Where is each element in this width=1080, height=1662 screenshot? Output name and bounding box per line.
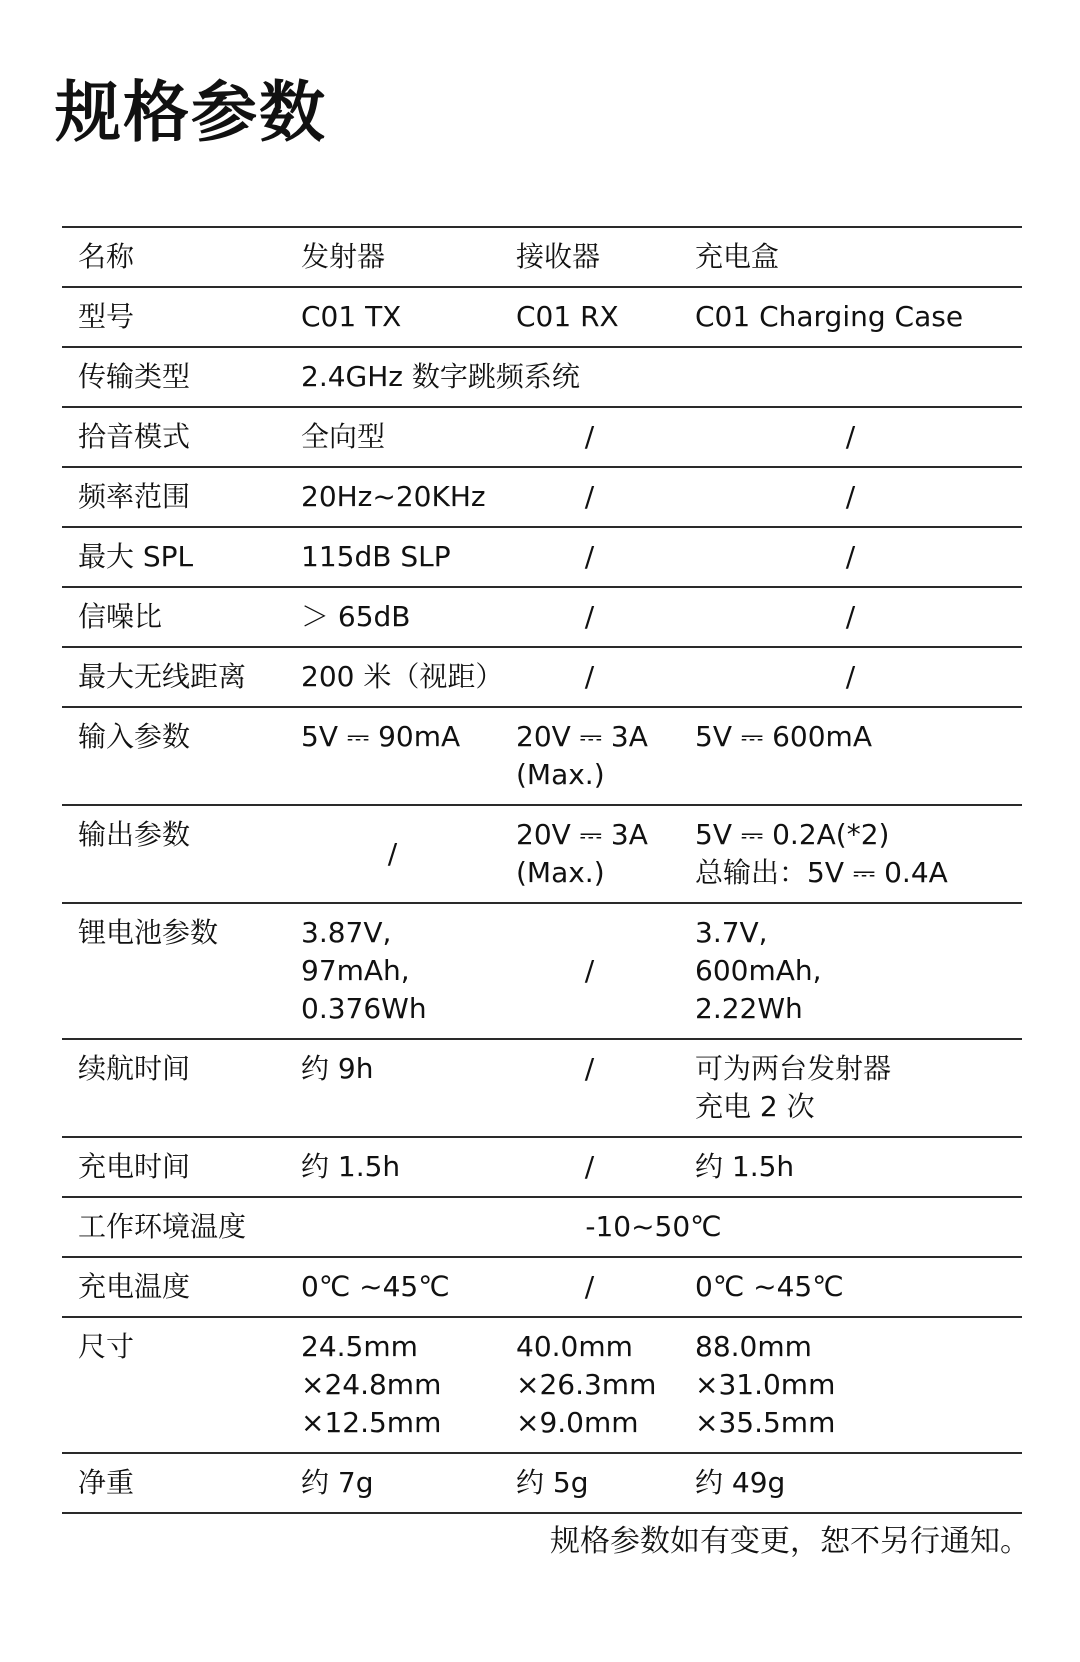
cell-line: 3.87V, — [301, 916, 392, 949]
row-label: 输出参数 — [78, 818, 191, 851]
cell-line: 5V ⎓ 0.2A(*2) — [695, 818, 890, 851]
table-row — [62, 1137, 1022, 1197]
cell-tx: 约 1.5h — [301, 1150, 401, 1183]
cell-case: / — [845, 600, 856, 633]
cell-line: (Max.) — [516, 856, 605, 889]
cell-tx: C01 TX — [301, 300, 402, 333]
cell-tx: 发射器 — [301, 240, 386, 273]
row-label: 频率范围 — [78, 480, 191, 513]
cell-line: 40.0mm — [516, 1330, 633, 1363]
table-row — [62, 287, 1022, 347]
row-label: 充电温度 — [78, 1270, 191, 1303]
cell-tx: 200 米（视距） — [301, 660, 504, 693]
cell-case: 约 49g — [695, 1466, 786, 1499]
table-row — [62, 227, 1022, 287]
cell-rx: / — [584, 1150, 595, 1183]
spec-table — [62, 226, 1022, 1514]
cell-tx: 0℃ ~45℃ — [301, 1270, 450, 1303]
table-row — [62, 647, 1022, 707]
cell-line: 总输出：5V ⎓ 0.4A — [695, 856, 948, 889]
cell-line: 2.22Wh — [695, 992, 803, 1025]
cell-rx: / — [584, 540, 595, 573]
cell-line: 0.376Wh — [301, 992, 427, 1025]
table-row — [62, 347, 1022, 407]
cell-case — [679, 1039, 1022, 1137]
cell-line: 充电 2 次 — [695, 1090, 815, 1123]
row-label: 型号 — [78, 300, 135, 333]
footer-note: 规格参数如有变更，恕不另行通知。 — [550, 1524, 1030, 1559]
table-row — [62, 1039, 1022, 1137]
cell-line: 20V ⎓ 3A — [516, 720, 648, 753]
cell-tx: 约 7g — [301, 1466, 374, 1499]
table-row — [62, 1197, 1022, 1257]
table-row — [62, 1453, 1022, 1513]
table-row — [62, 407, 1022, 467]
cell-case: / — [845, 420, 856, 453]
cell-all: -10~50℃ — [585, 1210, 722, 1243]
cell-tx: ＞ 65dB — [301, 600, 411, 633]
cell-rx: 约 5g — [516, 1466, 589, 1499]
cell-all: 2.4GHz 数字跳频系统 — [301, 360, 580, 393]
cell-line: 可为两台发射器 — [695, 1052, 892, 1085]
row-label: 最大 SPL — [78, 540, 194, 573]
cell-tx: 20Hz~20KHz — [301, 480, 486, 513]
cell-rx: / — [584, 600, 595, 633]
row-label: 拾音模式 — [78, 420, 191, 453]
cell-line: ×24.8mm — [301, 1368, 442, 1401]
row-label: 锂电池参数 — [78, 916, 219, 949]
cell-line: ×35.5mm — [695, 1406, 836, 1439]
cell-line: 20V ⎓ 3A — [516, 818, 648, 851]
cell-tx: 全向型 — [301, 420, 386, 453]
cell-rx: C01 RX — [516, 300, 619, 333]
cell-tx — [285, 1317, 500, 1453]
row-label: 名称 — [78, 240, 135, 273]
cell-line: 24.5mm — [301, 1330, 418, 1363]
cell-case: 充电盒 — [695, 240, 780, 273]
cell-case: 5V ⎓ 600mA — [695, 720, 872, 753]
cell-rx: / — [584, 420, 595, 453]
cell-line: (Max.) — [516, 758, 605, 791]
cell-case — [679, 805, 1022, 903]
table-row — [62, 527, 1022, 587]
cell-rx: / — [584, 480, 595, 513]
row-label: 净重 — [78, 1466, 135, 1499]
cell-rx — [500, 707, 679, 805]
row-label: 充电时间 — [78, 1150, 191, 1183]
cell-case: 约 1.5h — [695, 1150, 795, 1183]
cell-tx: 115dB SLP — [301, 540, 451, 573]
table-row — [62, 805, 1022, 903]
cell-line: ×12.5mm — [301, 1406, 442, 1439]
cell-case: / — [845, 540, 856, 573]
cell-line: 3.7V, — [695, 916, 768, 949]
cell-rx — [500, 805, 679, 903]
cell-line: 97mAh, — [301, 954, 410, 987]
cell-rx: / — [584, 660, 595, 693]
cell-rx: / — [584, 1052, 595, 1085]
cell-case — [679, 903, 1022, 1039]
cell-line: ×9.0mm — [516, 1406, 639, 1439]
row-label: 工作环境温度 — [78, 1210, 247, 1243]
cell-tx: 约 9h — [301, 1052, 374, 1085]
table-row — [62, 707, 1022, 805]
cell-line: 88.0mm — [695, 1330, 812, 1363]
cell-line: 600mAh, — [695, 954, 822, 987]
row-label: 最大无线距离 — [78, 660, 247, 693]
row-label: 信噪比 — [78, 600, 163, 633]
cell-case: C01 Charging Case — [695, 300, 964, 333]
cell-case: / — [845, 660, 856, 693]
cell-rx: 接收器 — [516, 240, 601, 273]
page-title: 规格参数 — [55, 74, 327, 151]
cell-rx: / — [584, 954, 595, 987]
cell-line: ×31.0mm — [695, 1368, 836, 1401]
cell-tx: 5V ⎓ 90mA — [301, 720, 461, 753]
table-row — [62, 1257, 1022, 1317]
table-row — [62, 467, 1022, 527]
cell-rx: / — [584, 1270, 595, 1303]
cell-rx — [500, 1317, 679, 1453]
row-label: 续航时间 — [78, 1052, 191, 1085]
table-row — [62, 903, 1022, 1039]
row-label: 输入参数 — [78, 720, 191, 753]
row-label: 尺寸 — [78, 1330, 135, 1363]
cell-case — [679, 1317, 1022, 1453]
cell-case: 0℃ ~45℃ — [695, 1270, 844, 1303]
cell-tx — [285, 903, 500, 1039]
cell-line: ×26.3mm — [516, 1368, 657, 1401]
cell-tx: / — [387, 837, 398, 870]
table-row — [62, 587, 1022, 647]
row-label: 传输类型 — [78, 360, 191, 393]
cell-case: / — [845, 480, 856, 513]
table-row — [62, 1317, 1022, 1453]
